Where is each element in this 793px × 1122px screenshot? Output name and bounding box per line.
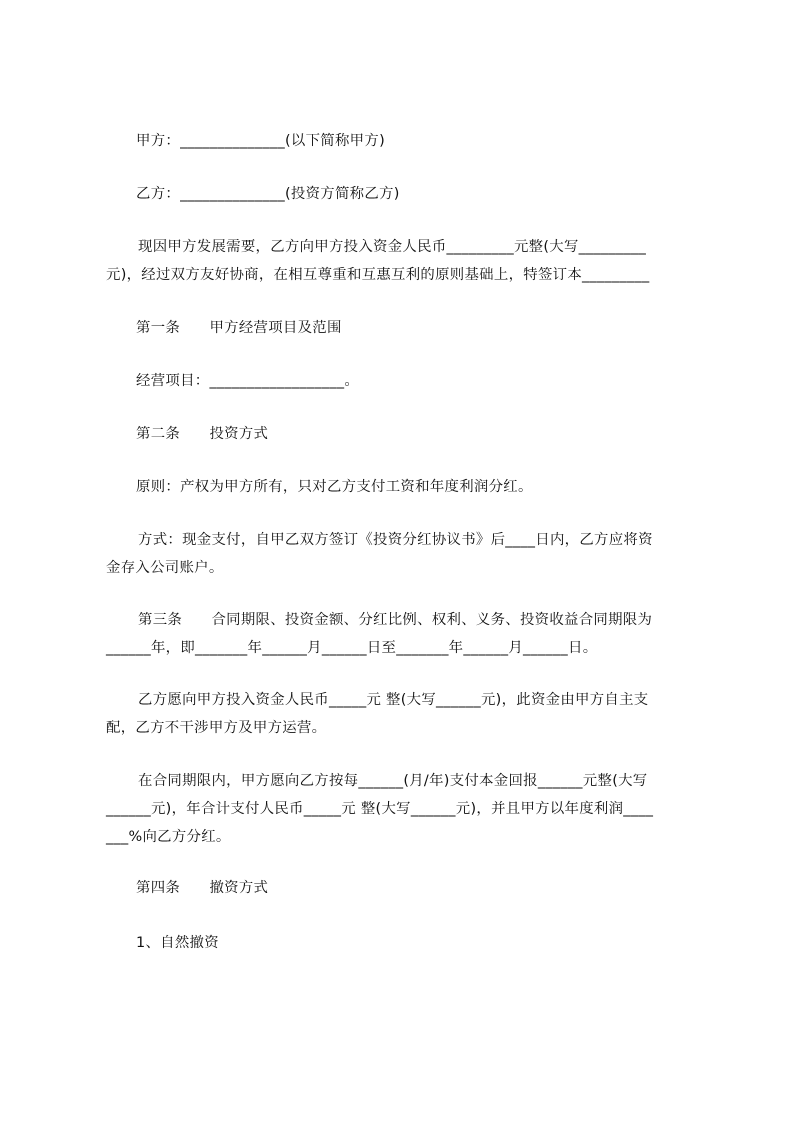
- party-a-line: 甲方：______________(以下简称甲方): [136, 133, 385, 149]
- investment-line-2: 配，乙方不干涉甲方及甲方运营。: [106, 720, 327, 736]
- article-3-line-1: 第三条 合同期限、投资金额、分红比例、权利、义务、投资收益合同期限为: [138, 612, 653, 628]
- article-4-heading: 第四条 撤资方式: [136, 880, 269, 896]
- article-3-line-2: ______年，即_______年______月______日至_______年______月______日。: [106, 640, 598, 656]
- preamble-line-1: 现因甲方发展需要，乙方向甲方投入资金人民币_________元整(大写_________: [138, 239, 647, 255]
- return-line-1: 在合同期限内，甲方愿向乙方按每______(月/年)支付本金回报______元整(大写: [138, 773, 648, 789]
- investment-line-1: 乙方愿向甲方投入资金人民币_____元 整(大写______元)，此资金由甲方自主支: [138, 692, 649, 708]
- article-1-heading: 第一条 甲方经营项目及范围: [136, 320, 342, 336]
- method-line-2: 金存入公司账户。: [106, 560, 224, 576]
- return-line-3: ___%向乙方分红。: [106, 829, 231, 845]
- party-b-line: 乙方：______________(投资方简称乙方): [136, 186, 400, 202]
- preamble-line-2: 元)，经过双方友好协商，在相互尊重和互惠互利的原则基础上，特签订本_________: [106, 267, 650, 283]
- article-2-heading: 第二条 投资方式: [136, 426, 269, 442]
- principle-line: 原则：产权为甲方所有，只对乙方支付工资和年度利润分红。: [136, 479, 533, 495]
- method-line-1: 方式：现金支付，自甲乙双方签订《投资分红协议书》后____日内，乙方应将资: [138, 532, 653, 548]
- natural-withdrawal-line: 1、自然撤资: [136, 935, 219, 951]
- return-line-2: ______元)，年合计支付人民币_____元 整(大写______元)，并且甲方以年度利润____: [106, 801, 654, 817]
- business-project-line: 经营项目：__________________。: [136, 373, 360, 389]
